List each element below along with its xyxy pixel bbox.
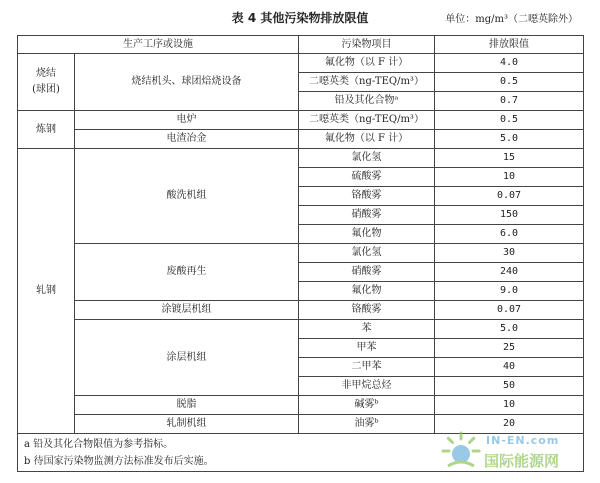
header-pollutant: 污染物项目 bbox=[299, 36, 435, 54]
table-row bbox=[18, 320, 584, 339]
pollutant-cell: 二噁英类（ng-TEQ/m³） bbox=[299, 73, 435, 92]
pollutant-cell: 硝酸雾 bbox=[299, 263, 435, 282]
limit-cell: 0.07 bbox=[435, 187, 584, 206]
header-process: 生产工序或设施 bbox=[18, 36, 299, 54]
pollutant-cell: 二噁英类（ng-TEQ/m³） bbox=[299, 111, 435, 130]
pollutant-cell: 苯 bbox=[299, 320, 435, 339]
pollutant-cell: 铅及其化合物ᵃ bbox=[299, 92, 435, 111]
limit-cell: 5.0 bbox=[435, 130, 584, 149]
pollutant-cell: 铬酸雾 bbox=[299, 187, 435, 206]
pollutant-cell: 碱雾ᵇ bbox=[299, 396, 435, 415]
table-row bbox=[18, 111, 584, 130]
process-cell: 轧钢 bbox=[18, 149, 75, 434]
pollutant-cell: 氟化物（以 F 计） bbox=[299, 54, 435, 73]
pollutant-cell: 硝酸雾 bbox=[299, 206, 435, 225]
pollutant-cell: 氯化氢 bbox=[299, 244, 435, 263]
limit-cell: 0.7 bbox=[435, 92, 584, 111]
limit-cell: 10 bbox=[435, 396, 584, 415]
facility-cell: 轧制机组 bbox=[75, 415, 299, 434]
limit-cell: 0.5 bbox=[435, 111, 584, 130]
table-caption bbox=[0, 0, 600, 32]
process-cell: 烧结 (球团) bbox=[18, 54, 75, 111]
limit-cell: 5.0 bbox=[435, 320, 584, 339]
pollutant-cell: 非甲烷总烃 bbox=[299, 377, 435, 396]
limit-cell: 40 bbox=[435, 358, 584, 377]
limit-cell: 50 bbox=[435, 377, 584, 396]
emission-limits-table bbox=[17, 35, 584, 472]
facility-cell: 涂镀层机组 bbox=[75, 301, 299, 320]
table-row bbox=[18, 149, 584, 168]
pollutant-cell: 二甲苯 bbox=[299, 358, 435, 377]
limit-cell: 4.0 bbox=[435, 54, 584, 73]
pollutant-cell: 甲苯 bbox=[299, 339, 435, 358]
facility-cell: 废酸再生 bbox=[75, 244, 299, 301]
pollutant-cell: 油雾ᵇ bbox=[299, 415, 435, 434]
process-cell: 炼钢 bbox=[18, 111, 75, 149]
facility-cell: 脱脂 bbox=[75, 396, 299, 415]
table-row bbox=[18, 301, 584, 320]
facility-cell: 烧结机头、球团焙烧设备 bbox=[75, 54, 299, 111]
note-a: a 铅及其化合物限值为参考指标。 bbox=[24, 438, 174, 450]
limit-cell: 240 bbox=[435, 263, 584, 282]
watermark-brand: IN-EN.com bbox=[486, 434, 560, 447]
limit-cell: 10 bbox=[435, 168, 584, 187]
watermark-subtitle: 国际能源网 bbox=[484, 452, 560, 470]
watermark bbox=[440, 430, 590, 480]
limit-cell: 0.07 bbox=[435, 301, 584, 320]
facility-cell: 涂层机组 bbox=[75, 320, 299, 396]
limit-cell: 25 bbox=[435, 339, 584, 358]
header-limit: 排放限值 bbox=[435, 36, 584, 54]
pollutant-cell: 铬酸雾 bbox=[299, 301, 435, 320]
limit-cell: 6.0 bbox=[435, 225, 584, 244]
pollutant-cell: 氟化物（以 F 计） bbox=[299, 130, 435, 149]
limit-cell: 15 bbox=[435, 149, 584, 168]
table-row bbox=[18, 130, 584, 149]
sun-logo-icon bbox=[440, 430, 482, 472]
limit-cell: 150 bbox=[435, 206, 584, 225]
table-row bbox=[18, 244, 584, 263]
table-title: 表 4 其他污染物排放限值 bbox=[231, 11, 369, 25]
limit-cell: 30 bbox=[435, 244, 584, 263]
pollutant-cell: 氟化物 bbox=[299, 225, 435, 244]
facility-cell: 电炉 bbox=[75, 111, 299, 130]
facility-cell: 酸洗机组 bbox=[75, 149, 299, 244]
limit-cell: 9.0 bbox=[435, 282, 584, 301]
unit-note: 单位：mg/m³（二噁英除外） bbox=[445, 14, 578, 25]
table-row bbox=[18, 396, 584, 415]
pollutant-cell: 氯化氢 bbox=[299, 149, 435, 168]
note-b: b 待国家污染物监测方法标准发布后实施。 bbox=[24, 455, 214, 467]
table-row bbox=[18, 54, 584, 73]
limit-cell: 20 bbox=[435, 415, 584, 434]
table-header-row bbox=[18, 36, 584, 54]
facility-cell: 电渣冶金 bbox=[75, 130, 299, 149]
pollutant-cell: 硫酸雾 bbox=[299, 168, 435, 187]
limit-cell: 0.5 bbox=[435, 73, 584, 92]
pollutant-cell: 氟化物 bbox=[299, 282, 435, 301]
